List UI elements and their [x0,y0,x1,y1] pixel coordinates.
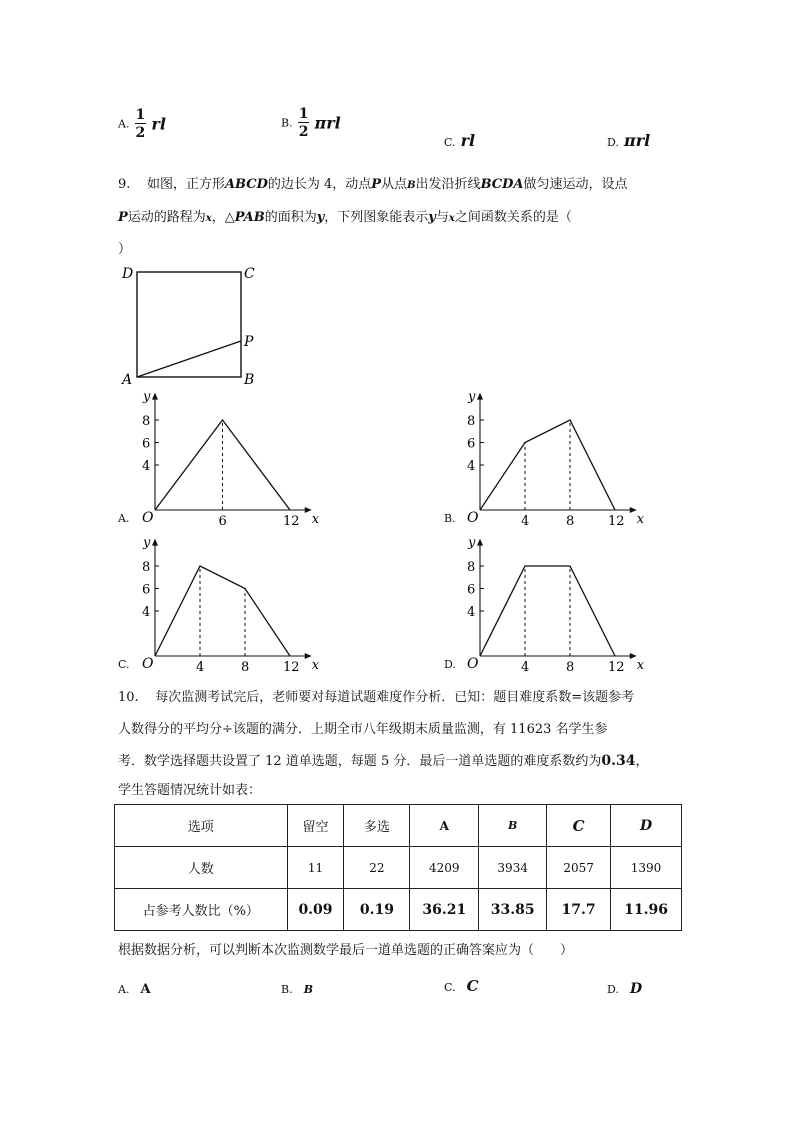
function-line [480,566,615,656]
table-cell: 11.96 [611,889,682,931]
x-tick-label: 12 [608,660,625,675]
y-tick-label: 8 [142,560,151,575]
table-row [115,889,682,931]
table-cell: A [410,805,479,847]
q8-option-a: A. $\frac{1}{2}$ rl [118,107,166,141]
y-tick-label: 4 [467,605,476,620]
table-cell: 3934 [479,847,547,889]
x-tick-label: 12 [608,514,625,529]
q10-option-b: B. B [281,983,313,996]
graph-option-letter: C. [118,658,130,671]
table-cell: 0.09 [287,889,344,931]
label-c: C [244,266,255,282]
x-tick-label: 8 [566,660,575,675]
y-axis-arrow [477,393,483,400]
x-axis-arrow [305,653,312,659]
graph-b [440,389,645,529]
x-tick-label: 12 [283,514,300,529]
function-line [155,566,290,656]
q10-question: 根据数据分析，可以判断本次监测数学最后一道单选题的正确答案应为（ ） [118,943,574,958]
q10-option-a: A. A [118,982,151,997]
segment-ap [137,341,241,377]
table-cell: 留空 [287,805,344,847]
x-tick-label: 6 [218,514,227,529]
q10-option-c: C. C [444,977,479,995]
y-axis-arrow [152,539,158,546]
q10-line-3: 考．数学选择题共设置了 12 道单选题，每题 5 分．最后一道单选题的难度系数约为0.34， [118,753,649,769]
x-tick-label: 8 [241,660,250,675]
x-tick-label: 12 [283,660,300,675]
x-tick-label: 8 [566,514,575,529]
y-axis-label: y [468,535,476,551]
q10-line-1: 10. 每次监测考试完后，老师要对每道试题难度作分析．已知：题目难度系数=该题参考 [118,690,635,705]
graph-option-letter: B. [444,512,456,525]
y-tick-label: 8 [467,414,476,429]
y-axis-arrow [477,539,483,546]
y-tick-label: 4 [142,459,151,474]
table-cell: 17.7 [547,889,611,931]
table-cell: 4209 [410,847,479,889]
table-cell: 人数 [115,847,288,889]
q9-line-1: 9. 如图，正方形ABCD的边长为 4，动点P从点B出发沿折线BCDA做匀速运动，设点 [118,177,628,192]
table-cell: 0.19 [344,889,410,931]
y-tick-label: 6 [467,582,476,598]
y-tick-label: 8 [467,560,476,575]
y-tick-label: 4 [142,605,151,620]
graph-c [115,535,320,675]
fraction: $\frac{1}{2}$ [298,106,309,140]
label-b: B [244,372,255,388]
table-cell: 36.21 [410,889,479,931]
table-cell: D [611,805,682,847]
x-axis-label: x [636,658,645,673]
q10-option-d: D. D [607,981,643,997]
y-tick-label: 6 [467,436,476,452]
label-p: P [244,334,254,350]
x-axis-arrow [305,507,312,513]
y-axis-arrow [152,393,158,400]
q10-line-2: 人数得分的平均分÷该题的满分．上期全市八年级期末质量监测，有 11623 名学生参 [118,722,608,737]
table-cell: 2057 [547,847,611,889]
table-cell: C [547,805,611,847]
q10-line-4: 学生答题情况统计如表： [118,783,262,798]
y-tick-label: 4 [467,459,476,474]
y-tick-label: 6 [142,582,151,598]
origin-label: O [142,510,154,526]
table-cell: 多选 [344,805,410,847]
origin-label: O [467,510,479,526]
y-axis-label: y [143,389,151,405]
x-axis-label: x [311,658,320,673]
graph-option-letter: A. [118,512,130,525]
origin-label: O [467,656,479,672]
table-cell: 11 [287,847,344,889]
table-cell: 占参考人数比（%） [115,889,288,931]
graph-d [440,535,645,675]
graph-a [115,389,320,529]
x-axis-label: x [636,512,645,527]
x-axis-label: x [311,512,320,527]
table-cell: 选项 [115,805,288,847]
y-tick-label: 8 [142,414,151,429]
square-abcd [137,272,241,377]
q8-option-b: B. $\frac{1}{2}$ πrl [281,106,341,140]
table-cell: B [479,805,547,847]
label-d: D [122,266,134,282]
x-tick-label: 4 [196,660,205,675]
fraction: $\frac{1}{2}$ [135,107,146,141]
y-tick-label: 6 [142,436,151,452]
table-row [115,847,682,889]
x-axis-arrow [630,507,637,513]
q8-option-d: D. πrl [607,131,651,150]
table-cell: 33.85 [479,889,547,931]
origin-label: O [142,656,154,672]
q9-line-2: P运动的路程为x，△PAB的面积为y，下列图象能表示y与x之间函数关系的是（ [118,210,572,225]
label-a: A [122,372,133,388]
x-axis-arrow [630,653,637,659]
y-axis-label: y [143,535,151,551]
graph-option-letter: D. [444,658,456,671]
x-tick-label: 4 [521,660,530,675]
table-cell: 22 [344,847,410,889]
table-cell: 1390 [611,847,682,889]
square-figure [115,262,265,388]
q9-line-3: ） [118,242,132,257]
answer-stats-table [114,804,682,931]
q8-option-c: C. rl [444,131,476,150]
y-axis-label: y [468,389,476,405]
table-header-row [115,805,682,847]
x-tick-label: 4 [521,514,530,529]
function-line [480,420,615,510]
